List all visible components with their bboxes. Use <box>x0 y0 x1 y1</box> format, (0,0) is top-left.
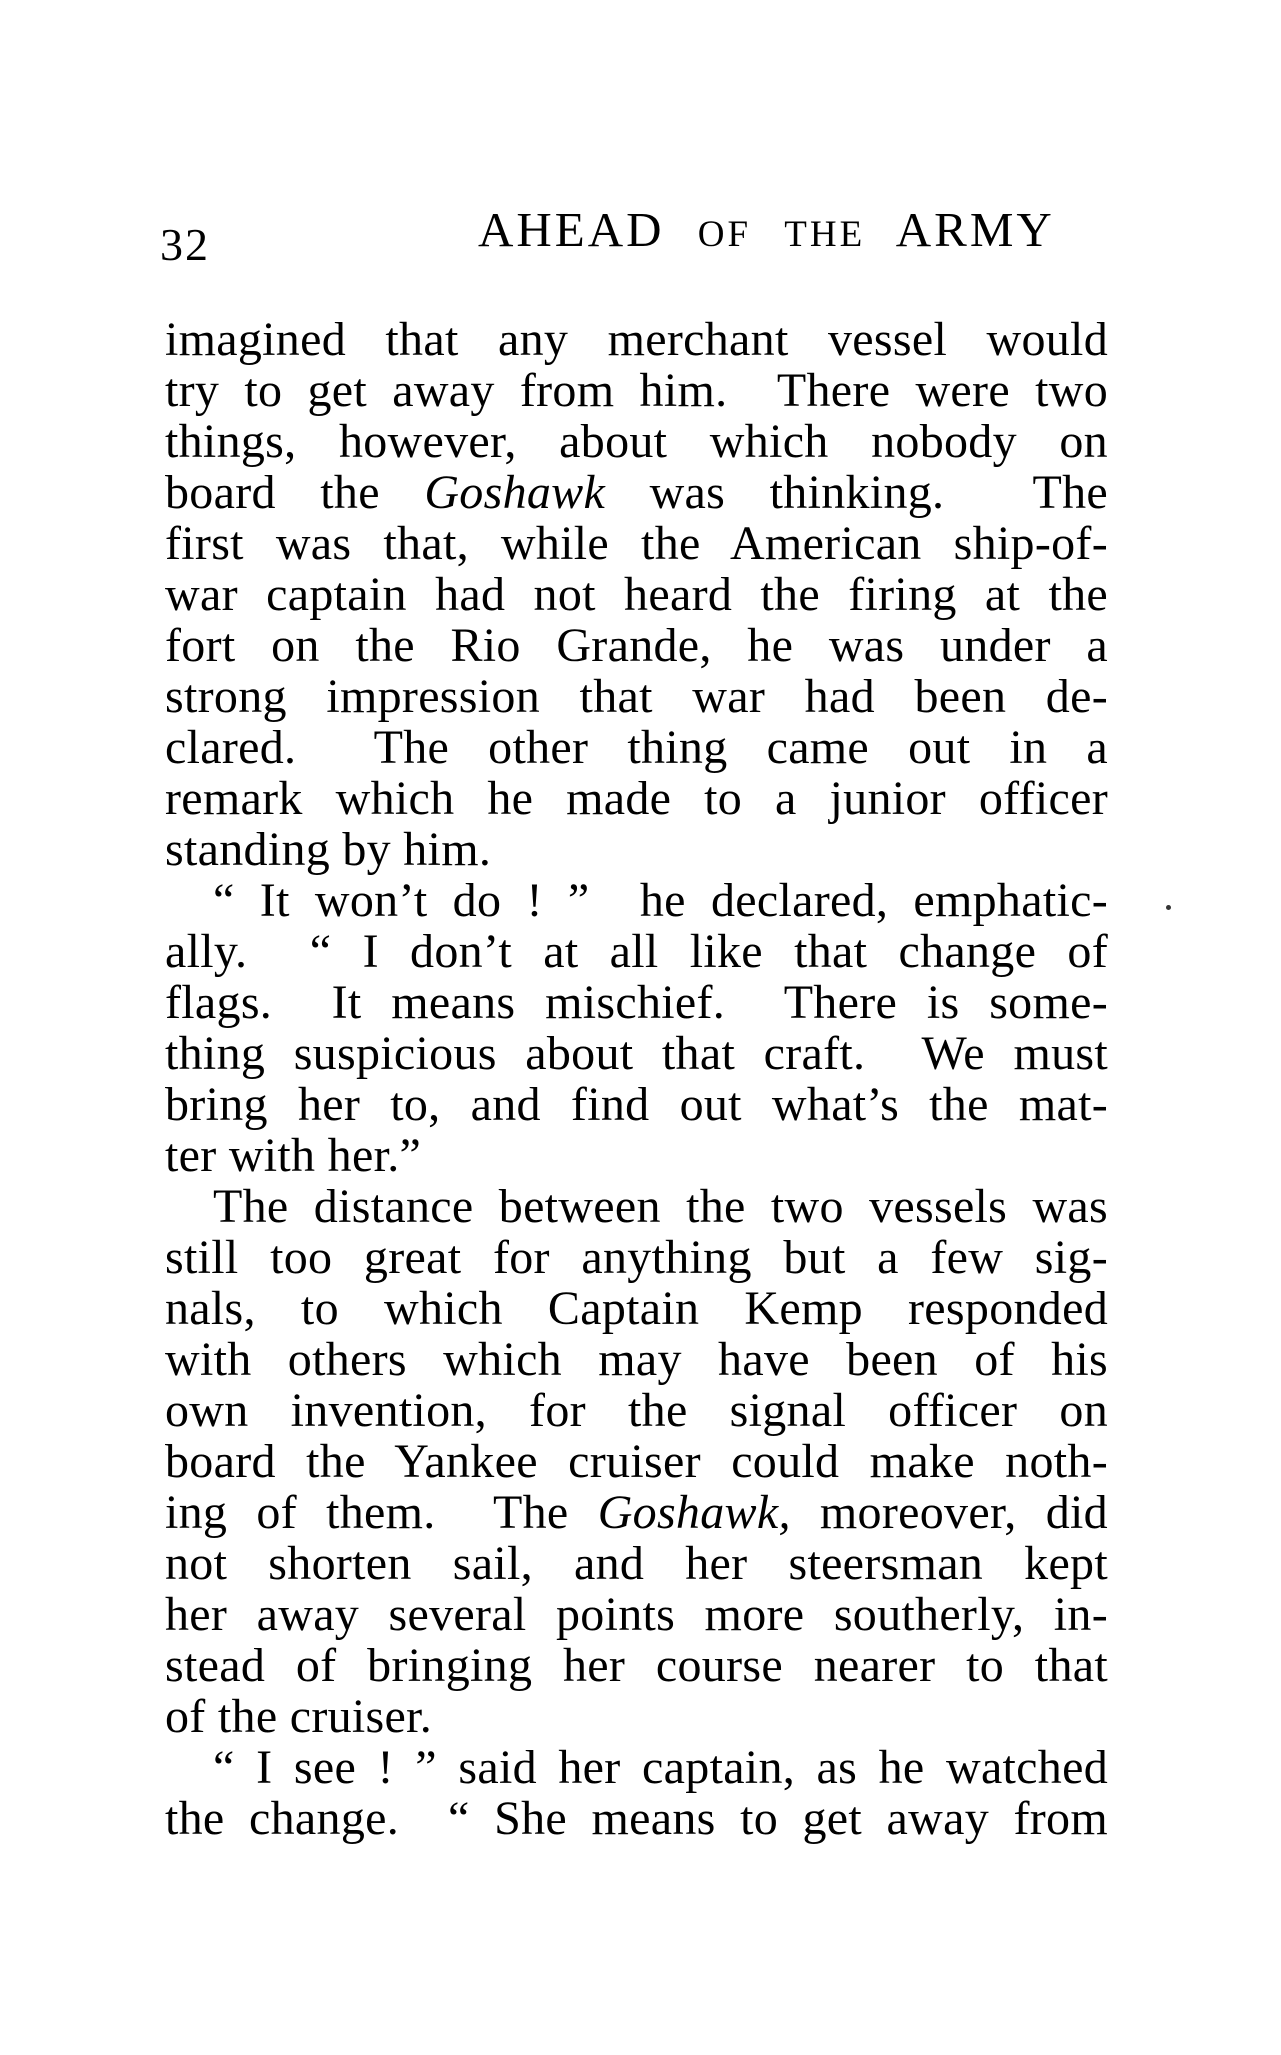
text-segment: of the cruiser. <box>165 1690 433 1743</box>
running-title <box>478 200 1055 265</box>
running-title-word: AHEAD <box>478 202 665 257</box>
text-segment: “ I see ! ” said her captain, as he watched <box>213 1741 1108 1794</box>
text-segment: standing by him. <box>165 823 492 876</box>
text-line <box>165 1742 1108 1793</box>
text-segment: thing suspicious about that craft. We must <box>165 1027 1108 1080</box>
text-segment: ing of them. The <box>165 1486 598 1539</box>
text-line <box>165 365 1108 416</box>
text-segment: still too great for anything but a few sig- <box>165 1231 1108 1284</box>
text-segment: own invention, for the signal officer on <box>165 1384 1108 1437</box>
text-line <box>165 1385 1108 1436</box>
text-line <box>165 671 1108 722</box>
text-line <box>165 926 1108 977</box>
text-line <box>165 1130 1108 1181</box>
page-header <box>0 0 1281 290</box>
text-segment: fort on the Rio Grande, he was under a <box>165 619 1108 672</box>
text-line <box>165 977 1108 1028</box>
text-line <box>165 773 1108 824</box>
text-line <box>165 1691 1108 1742</box>
text-segment: the change. “ She means to get away from <box>165 1792 1108 1845</box>
text-line <box>165 620 1108 671</box>
text-line <box>165 1334 1108 1385</box>
text-line <box>165 1487 1108 1538</box>
text-line <box>165 1436 1108 1487</box>
text-line <box>165 722 1108 773</box>
running-title-word: ARMY <box>895 202 1055 257</box>
text-line <box>165 1028 1108 1079</box>
text-segment: ter with her.” <box>165 1129 422 1182</box>
italic-ship-name: Goshawk <box>424 466 606 519</box>
text-segment: “ It won’t do ! ” he declared, emphatic- <box>213 874 1108 927</box>
text-segment: board the <box>165 466 425 519</box>
text-segment: stead of bringing her course nearer to that <box>165 1639 1108 1692</box>
text-line <box>165 1589 1108 1640</box>
page-number: 32 <box>160 219 210 270</box>
text-segment: things, however, about which nobody on <box>165 415 1108 468</box>
text-line <box>165 1640 1108 1691</box>
text-line <box>165 824 1108 875</box>
text-segment: flags. It means mischief. There is some- <box>165 976 1108 1029</box>
text-segment: board the Yankee cruiser could make noth- <box>165 1435 1108 1488</box>
text-segment: first was that, while the American ship-of- <box>165 517 1108 570</box>
text-segment: imagined that any merchant vessel would <box>165 313 1108 366</box>
text-segment: moreover, did <box>790 1486 1108 1539</box>
text-line <box>165 569 1108 620</box>
text-segment: with others which may have been of his <box>165 1333 1108 1386</box>
running-title-word: THE <box>784 214 866 255</box>
running-title-word: OF <box>697 214 752 255</box>
text-segment: strong impression that war had been de- <box>165 670 1108 723</box>
italic-ship-name: Goshawk, <box>597 1486 791 1539</box>
text-line <box>165 1283 1108 1334</box>
text-line <box>165 314 1108 365</box>
text-line <box>165 1538 1108 1589</box>
text-line <box>165 416 1108 467</box>
text-segment: The distance between the two vessels was <box>213 1180 1108 1233</box>
text-segment: not shorten sail, and her steersman kept <box>165 1537 1108 1590</box>
body-text <box>165 314 1108 1844</box>
text-line <box>165 1793 1108 1844</box>
text-segment: try to get away from him. There were two <box>165 364 1108 417</box>
text-segment: her away several points more southerly, in- <box>165 1588 1108 1641</box>
text-segment: was thinking. The <box>605 466 1108 519</box>
text-line <box>165 1079 1108 1130</box>
text-line <box>165 467 1108 518</box>
text-segment: ally. “ I don’t at all like that change of <box>165 925 1108 978</box>
text-segment: remark which he made to a junior officer <box>165 772 1108 825</box>
text-line <box>165 1181 1108 1232</box>
text-segment: nals, to which Captain Kemp responded <box>165 1282 1108 1335</box>
text-line <box>165 1232 1108 1283</box>
scan-artifact-dot <box>1166 905 1171 910</box>
text-segment: bring her to, and find out what’s the mat- <box>165 1078 1108 1131</box>
text-line <box>165 518 1108 569</box>
text-segment: war captain had not heard the firing at the <box>165 568 1108 621</box>
text-line <box>165 875 1108 926</box>
text-segment: clared. The other thing came out in a <box>165 721 1108 774</box>
